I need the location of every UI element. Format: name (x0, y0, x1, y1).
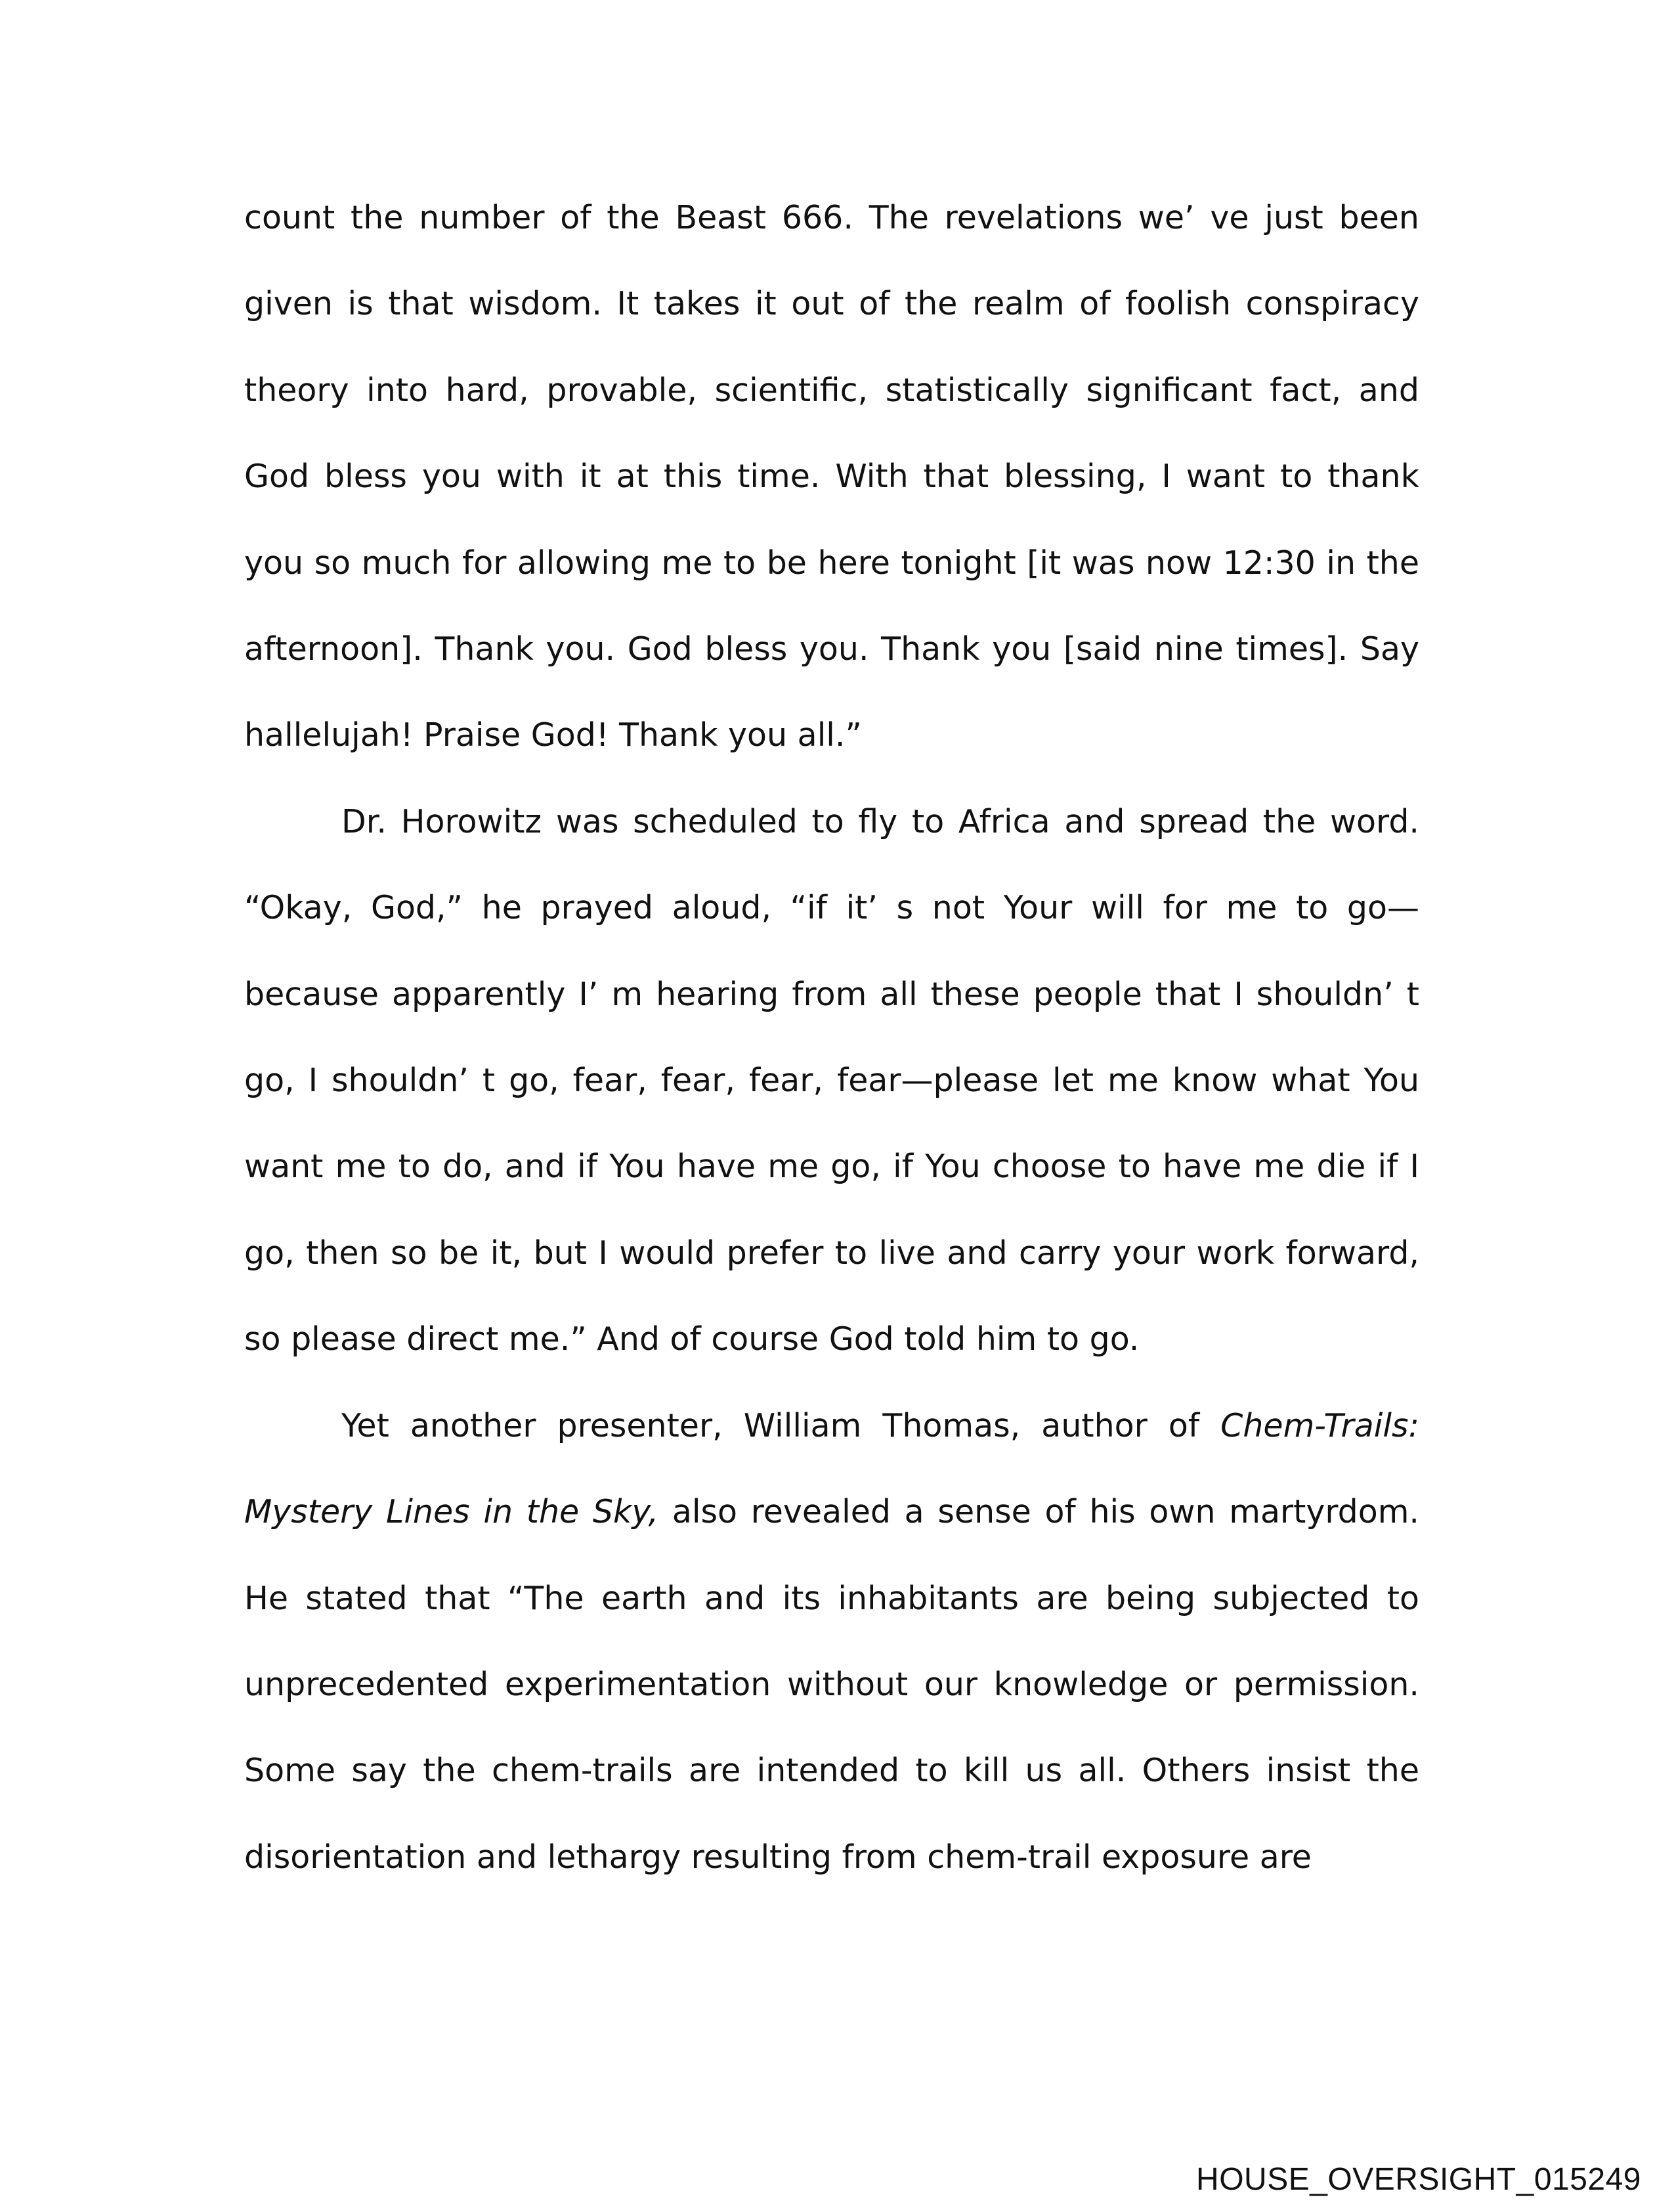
bates-stamp: HOUSE_OVERSIGHT_015249 (1196, 2162, 1641, 2197)
paragraph-3-text-start: Yet another presenter, William Thomas, author of (341, 1406, 1221, 1444)
paragraph-2-text: Dr. Horowitz was scheduled to fly to Africa and spread the word. “Okay, God,” he prayed aloud, “if it’ s not Your will for me to go—because apparently I’ m hearing from all these people that I shouldn’ t go, I shouldn’ t go, fear, fear, fear, fear—please let me know what You want me to do, and if You have me go, if You choose to have me die if I go, then so be it, but I would prefer to live and carry your work forward, so please direct me.” And of course God told him to go. (244, 802, 1419, 1358)
body-text (244, 175, 1419, 1900)
paragraph-1 (244, 175, 1419, 779)
paragraph-1-text: count the number of the Beast 666. The revelations we’ ve just been given is that wisdom. It takes it out of the realm of foolish conspiracy theory into hard, provable, scientific, statistically significant fact, and God bless you with it at this time. With that blessing, I want to thank you so much for allowing me to be here tonight [it was now 12:30 in the afternoon]. Thank you. God bless you. Thank you [said nine times]. Say hallelujah! Praise God! Thank you all.” (244, 199, 1419, 754)
paragraph-3-text-end: also revealed a sense of his own martyrdom. He stated that “The earth and its inhabitants are being subjected to unprecedented experimentation without our knowledge or permission. Some say the chem-trails are intended to kill us all. Others insist the disorientation and lethargy resulting from chem-trail exposure are (244, 1493, 1419, 1876)
book-title: Chem-Trails: Mystery Lines in the Sky, (244, 1406, 1419, 1531)
paragraph-2 (244, 779, 1419, 1383)
paragraph-3 (244, 1383, 1419, 1900)
